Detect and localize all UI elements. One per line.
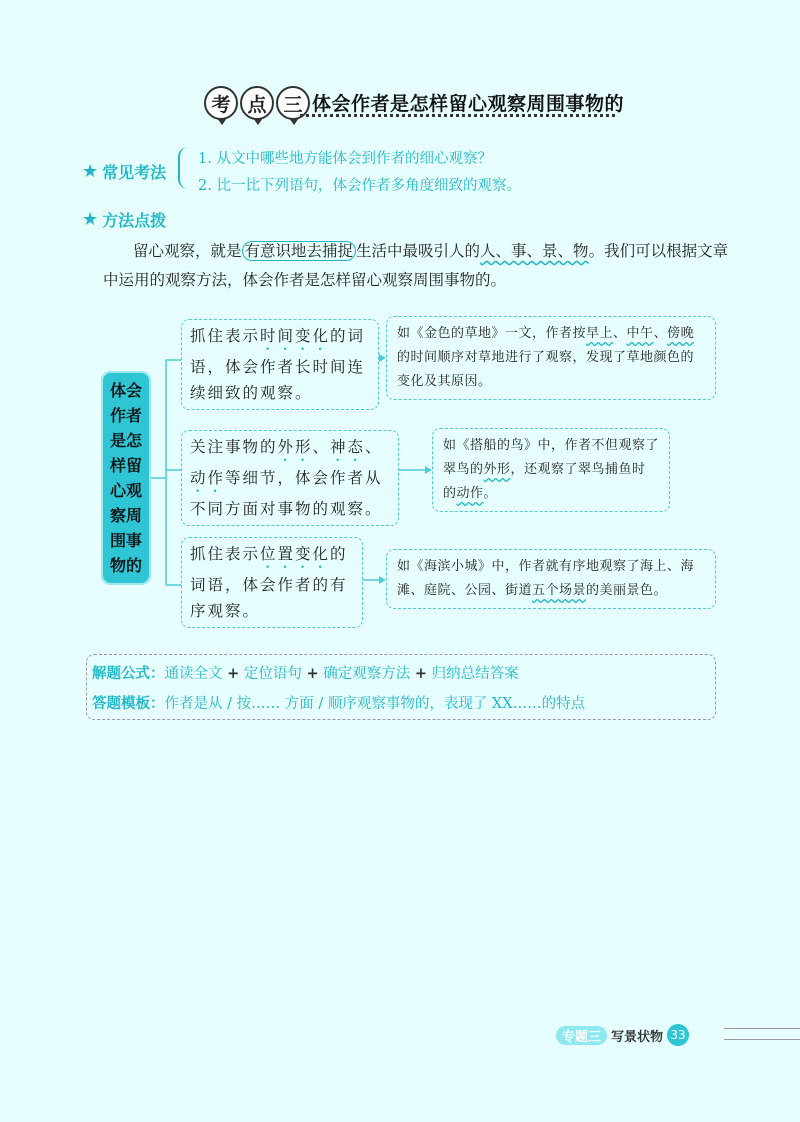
method-box-time (181, 319, 379, 410)
underlined-keyword: 中午 (626, 326, 654, 341)
formula-step: 定位语句 (243, 666, 302, 682)
page-footer (556, 1024, 689, 1046)
text-run: 、 (365, 438, 383, 456)
question-item: 1. 从文中哪些地方能体会到作者的细心观察？ (198, 151, 492, 167)
page-number: 33 (667, 1024, 689, 1046)
dotted-keyword: 动作 (190, 469, 226, 487)
underlined-keyword: 傍晚 (667, 326, 695, 341)
text-run: 生活中最吸引人的 (356, 242, 481, 260)
text-run: 如《搭船的鸟》中，作者不但观察了翠鸟的 (443, 438, 660, 477)
text-run: 关注事物的 (190, 438, 278, 456)
underlined-phrase: 人、事、景、物 (480, 242, 589, 260)
page-title: 体会作者是怎样留心观察周围事物的 (312, 93, 625, 115)
text-run: ，还观察了翠鸟捕鱼时的 (443, 462, 646, 501)
template-row (92, 692, 585, 713)
formula-step: 通读全文 (164, 666, 223, 682)
footer-rule (724, 1028, 800, 1040)
question-item: 2. 比一比下列语句，体会作者多角度细致的观察。 (198, 178, 521, 194)
text-run: 如《金色的草地》一文，作者按 (397, 326, 587, 341)
formula-label: 解题公式： (92, 666, 165, 682)
diagram-root (101, 371, 151, 585)
text-run: 。 (483, 486, 498, 501)
topic-tag: 专题三 (556, 1026, 607, 1045)
root-label: 体会作者是怎样留心观察周围事物的 (109, 381, 142, 575)
text-run: 的时间顺序对草地进行了观察，发现了草地颜色的变化及其原因。 (397, 350, 695, 389)
underlined-keyword: 早上 (586, 326, 614, 341)
star-icon: ★ (82, 209, 99, 230)
text-run: 的词语，体会作者长时间连续细致的观察。 (190, 327, 366, 402)
example-box-seaside (386, 549, 716, 609)
formula-step: 归纳总结答案 (431, 666, 519, 682)
underlined-keyword: 动作 (456, 486, 484, 501)
formula-row (92, 662, 519, 683)
method-box-position (181, 537, 363, 628)
text-run: 抓住表示 (190, 545, 261, 563)
text-run: 、 (653, 326, 668, 341)
example-box-grassland (386, 316, 716, 400)
section-title: 常见考法 (102, 163, 167, 182)
text-run: 如《海滨小城》中，作者就有序地观察了海上、海滩、庭院、公园、街道 (397, 559, 695, 598)
section-title: 方法点拨 (102, 211, 167, 230)
text-run: 、 (613, 326, 627, 341)
badge-dian: 点 (240, 86, 274, 120)
text-run: 留心观察，就是 (133, 242, 242, 260)
badge-kao: 考 (204, 86, 238, 120)
underlined-keyword: 外形 (483, 462, 511, 477)
dotted-keyword: 外形 (277, 438, 313, 456)
topic-subtitle: 写景状物 (611, 1029, 664, 1045)
text-run: 的美丽景色。 (586, 583, 668, 598)
dotted-keyword: 神态 (330, 438, 366, 456)
formula-step: 确定观察方法 (323, 666, 411, 682)
dotted-keyword: 位置变化 (260, 545, 331, 563)
text-run: 抓住表示 (190, 327, 261, 345)
badge-san: 三 (276, 86, 310, 120)
template-label: 答题模板： (92, 696, 165, 712)
underlined-keyword: 五个场景 (532, 583, 587, 598)
plus-icon: + (227, 665, 240, 682)
text-run: 、 (312, 438, 331, 456)
text-run: 的词语，体会作者的有序观察。 (190, 545, 348, 620)
text-run: 等细节，体会作者从不同方面对事物的观察。 (190, 469, 383, 518)
method-box-details (181, 430, 399, 526)
text-run: 。我们可以根据文章中运用的观察方法，体会作者是怎样留心观察周围事物的。 (103, 242, 729, 289)
template-text: 作者是从 / 按…… 方面 / 顺序观察事物的，表现了 XX……的特点 (164, 696, 586, 712)
example-box-bird (432, 428, 670, 512)
circled-phrase: 有意识地去捕捉 (242, 241, 357, 261)
plus-icon: + (414, 665, 428, 682)
plus-icon: + (306, 665, 319, 682)
star-icon: ★ (82, 161, 99, 182)
dotted-keyword: 时间变化 (260, 327, 331, 345)
